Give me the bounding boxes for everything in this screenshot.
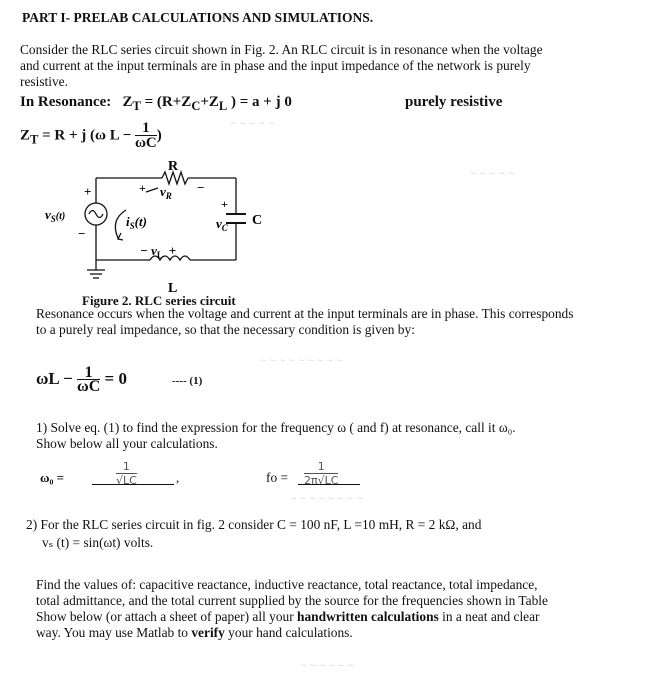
bleed-through-mark: ~ ~ ~ ~ ~ ~ ~ ~ ~ [260,355,343,367]
label-R: R [168,159,179,174]
text-span: Show below (or attach a sheet of paper) all your [36,609,298,624]
omega0-answer-blank [92,460,174,485]
label-L: L [168,281,178,296]
source-plus: + [84,184,92,199]
eq-lhs: ωL − [36,368,73,388]
purely-resistive: purely resistive [405,94,503,110]
is-subscript: S [129,221,135,231]
intro-line-1: Consider the RLC series circuit shown in Fig. 2. An RLC circuit is in resonance when the voltage [20,42,543,57]
omega0-label: ω₀ = [40,470,65,485]
frac-denominator: 2π√LC [304,474,339,487]
eq-rhs: = 0 [104,368,127,388]
vc-plus: + [221,197,228,211]
source-minus: − [78,226,86,241]
eq-part: = (R+Z [140,94,192,110]
vs-arg: (t) [55,211,66,222]
label-vr [160,184,172,201]
text-span: your hand calculations. [224,625,353,640]
q1-line-1: 1) Solve eq. (1) to find the expression for the frequency ω ( and f) at resonance, call it ω₀. [36,420,516,435]
vl-symbol: − v [140,243,157,258]
vc-symbol: v [216,216,222,231]
find-line-1: Find the values of: capacitive reactance, inductive reactance, total reactance, total impedance, [36,577,538,592]
vr-plus: + [139,181,146,195]
resonance-text-2: to a purely real impedance, so that the necessary condition is given by: [36,322,415,337]
eq-part: ) [156,127,162,144]
eq-part: ) = a + j 0 [227,94,292,110]
zc-subscript: C [191,99,201,113]
label-vs [45,207,65,224]
frac-denominator: ωC [134,135,157,151]
frac-denominator: √LC [116,474,137,487]
frac-numerator: 1 [77,366,100,380]
vl-subscript: L [156,250,163,260]
label-C: C [252,213,263,228]
one-over-omega-c [77,366,100,394]
vl-plus: + [168,243,177,258]
q2-line-1: 2) For the RLC series circuit in fig. 2 consider C = 100 nF, L =10 mH, R = 2 kΩ, and [26,517,482,532]
figure-caption: Figure 2. RLC series circuit [82,293,236,308]
zt-symbol: Z [20,127,31,144]
fo-label: fo = [266,470,289,485]
zt-subscript: T [30,132,39,147]
is-arg: (t) [134,214,147,229]
q2-line-2: vₛ (t) = sin(ωt) volts. [42,535,154,550]
text-span: way. You may use Matlab to [36,625,192,640]
frac-numerator: 1 [135,122,157,136]
bleed-through-mark: ~ ~ ~ ~ ~ [230,118,275,130]
intro-line-2: and current at the input terminals are in phase and the input impedance of the network is purely [20,58,531,73]
label-vc [216,216,229,233]
bleed-through-mark: ~ ~ ~ ~ ~ [470,168,515,180]
is-symbol: i [126,214,130,229]
label-vl [140,243,176,260]
handwritten-emphasis: handwritten calculations [297,609,439,624]
comma: , [176,470,180,485]
sine-wave-icon [89,211,103,218]
verify-emphasis: verify [191,625,225,640]
zl-subscript: L [218,99,228,113]
omega0-handwritten [116,460,137,488]
equation-tag: ---- (1) [172,375,203,387]
eq-part: +Z [200,94,219,110]
resonance-label: In Resonance: [20,94,112,110]
vc-subscript: C [221,223,228,233]
text-span: in a neat and clear [438,609,540,624]
frac-denominator: ωC [77,378,101,395]
resonance-text-1: Resonance occurs when the voltage and current at the input terminals are in phase. This corresponds [36,306,574,321]
fo-answer-blank [298,460,360,485]
label-is [126,214,147,231]
eq-part: = R + j (ω L − [38,127,135,144]
find-line-4 [36,625,353,641]
frac-numerator: 1 [116,460,137,474]
q1-line-2: Show below all your calculations. [36,436,218,451]
condition-equation [36,366,127,394]
zt-symbol: Z [122,94,133,110]
bleed-through-mark: ~ ~ ~ ~ ~ ~ ~ ~ [290,493,363,505]
fo-handwritten [304,460,338,488]
page-heading: PART I- PRELAB CALCULATIONS AND SIMULATIONS. [22,10,374,25]
zt-subscript: T [132,99,141,113]
vs-symbol: v [45,207,51,222]
vr-subscript: R [165,191,172,201]
find-line-3 [36,609,540,625]
current-arrowhead [118,233,123,240]
find-line-2: total admittance, and the total current supplied by the source for the frequencies shown in Table [36,593,548,608]
vs-subscript: S [50,214,56,224]
frac-numerator: 1 [304,460,338,474]
bleed-through-mark: ~ ~ ~ ~ ~ ~ [300,660,354,672]
vr-symbol: v [160,184,166,199]
vr-minus: − [197,180,205,195]
voltage-arrow [146,188,158,192]
intro-line-3: resistive. [20,74,68,89]
